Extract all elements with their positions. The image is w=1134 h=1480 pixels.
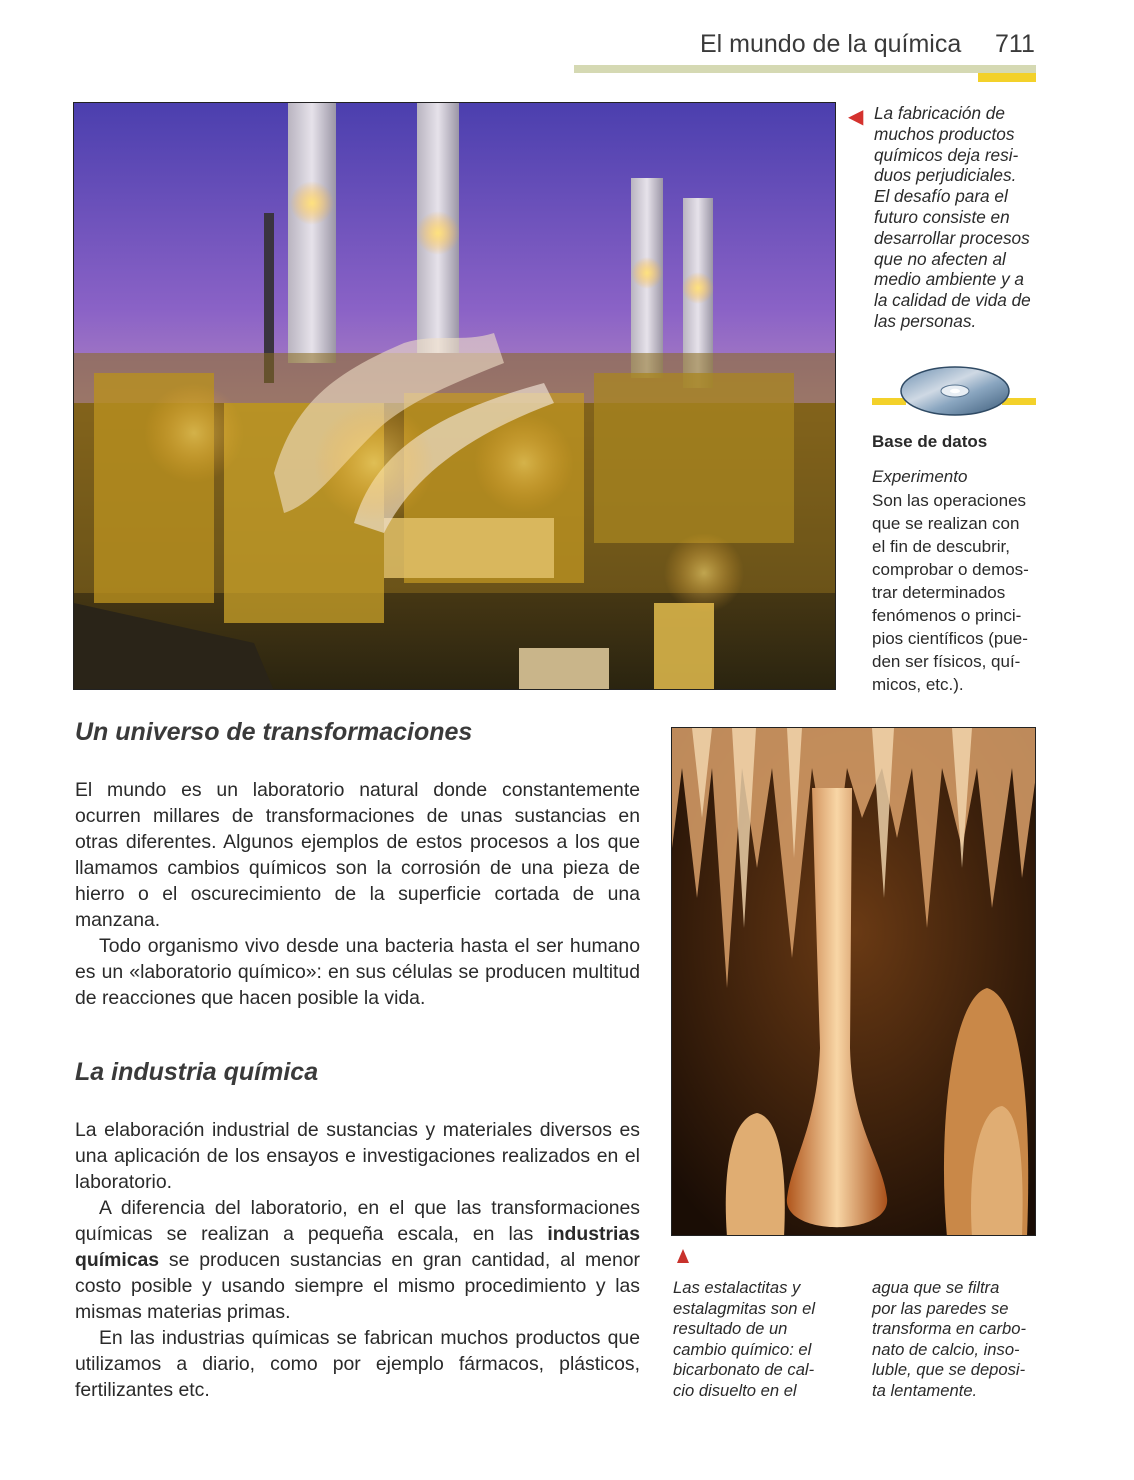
definition-line: comprobar o demos-: [872, 560, 1029, 579]
caption-line: por las paredes se: [872, 1298, 1009, 1318]
definition-line: micos, etc.).: [872, 675, 964, 694]
paragraph: El mundo es un laboratorio natural donde constantemente ocurren millares de transformaciones de unas sustancias en otras diferentes. Algunos ejemplos de estos procesos a los que llamamos cambios químicos son la corrosión de una pieza de hierro o el oscurecimiento de la superficie cortada de una manzana.: [75, 779, 640, 931]
definition-line: que se realizan con: [872, 514, 1020, 533]
cave-photo-caption-column-2: [872, 1278, 1040, 1402]
chemical-plant-photo: [73, 102, 836, 690]
section-heading-transformations: Un universo de transformaciones: [75, 718, 473, 746]
stalactites-photo: [671, 727, 1036, 1236]
section-heading-chemical-industry: La industria química: [75, 1058, 319, 1086]
caption-line: medio ambiente y a: [874, 269, 1024, 290]
caption-line: químicos deja resi-: [874, 144, 1019, 165]
paragraph-text: A diferencia del laboratorio, en el que las transformaciones químicas se realizan a pequeña escala, en las: [75, 1197, 640, 1245]
caption-pointer-icon: ◀: [848, 106, 864, 128]
caption-line: transforma en carbo-: [872, 1319, 1027, 1339]
caption-line: futuro consiste en: [874, 206, 1010, 227]
page-number: 711: [995, 30, 1035, 58]
cd-disc-icon: [895, 364, 1015, 418]
definition-line: den ser físicos, quí-: [872, 652, 1021, 671]
paragraph-text: se producen sustancias en gran cantidad, al menor costo posible y usando siempre el mismo procedimiento y las mismas materias primas.: [75, 1249, 640, 1323]
caption-line: La fabricación de: [874, 103, 1005, 123]
paragraph: La elaboración industrial de sustancias y materiales diversos es una aplicación de los ensayos e investigaciones realizados en el laboratorio.: [75, 1119, 640, 1193]
definition-line: fenómenos o princi-: [872, 606, 1022, 625]
caption-line: luble, que se deposi-: [872, 1360, 1026, 1380]
definition-line: Son las operaciones: [872, 491, 1027, 510]
definition-line: trar determinados: [872, 583, 1006, 602]
paragraph: En las industrias químicas se fabrican muchos productos que utilizamos a diario, como por ejemplo fármacos, plásticos, fertilizantes etc.: [75, 1327, 640, 1401]
cave-photo-caption-column-1: [673, 1278, 838, 1402]
definition-line: el fin de descubrir,: [872, 537, 1010, 556]
caption-line: agua que se filtra: [872, 1278, 1000, 1297]
section-body-chemical-industry: [75, 1117, 640, 1403]
caption-line: bicarbonato de cal-: [673, 1360, 815, 1380]
caption-line: resultado de un: [673, 1319, 788, 1339]
section-body-transformations: [75, 777, 640, 1011]
caption-line: que no afecten al: [874, 248, 1006, 269]
paragraph: [75, 1195, 640, 1325]
caption-line: ta lentamente.: [872, 1380, 978, 1400]
caption-line: cio disuelto en el: [673, 1380, 797, 1400]
caption-line: la calidad de vida de: [874, 290, 1031, 311]
caption-line: cambio químico: el: [673, 1339, 812, 1359]
caption-line: las personas.: [874, 310, 977, 331]
caption-line: nato de calcio, inso-: [872, 1339, 1020, 1359]
bold-term: industrias químicas: [75, 1223, 640, 1271]
paragraph: Todo organismo vivo desde una bacteria hasta el ser humano es un «laboratorio químico»: en sus células se producen multitud de reacciones que hacen posible la vida.: [75, 935, 640, 1009]
caption-line: El desafío para el: [874, 186, 1008, 207]
running-header-title: El mundo de la química: [700, 30, 962, 58]
caption-line: estalagmitas son el: [673, 1298, 816, 1318]
header-rule: [574, 65, 1036, 73]
database-definition: [872, 489, 1040, 696]
caption-pointer-icon: [677, 1249, 689, 1263]
database-term: Experimento: [872, 467, 968, 486]
caption-line: duos perjudiciales.: [874, 165, 1017, 186]
header-rule-accent: [978, 73, 1036, 82]
factory-photo-caption: [874, 103, 1042, 332]
caption-line: Las estalactitas y: [673, 1278, 801, 1297]
definition-line: pios científicos (pue-: [872, 629, 1028, 648]
caption-line: muchos productos: [874, 123, 1015, 144]
database-heading: Base de datos: [872, 432, 988, 451]
caption-line: desarrollar procesos: [874, 227, 1030, 248]
